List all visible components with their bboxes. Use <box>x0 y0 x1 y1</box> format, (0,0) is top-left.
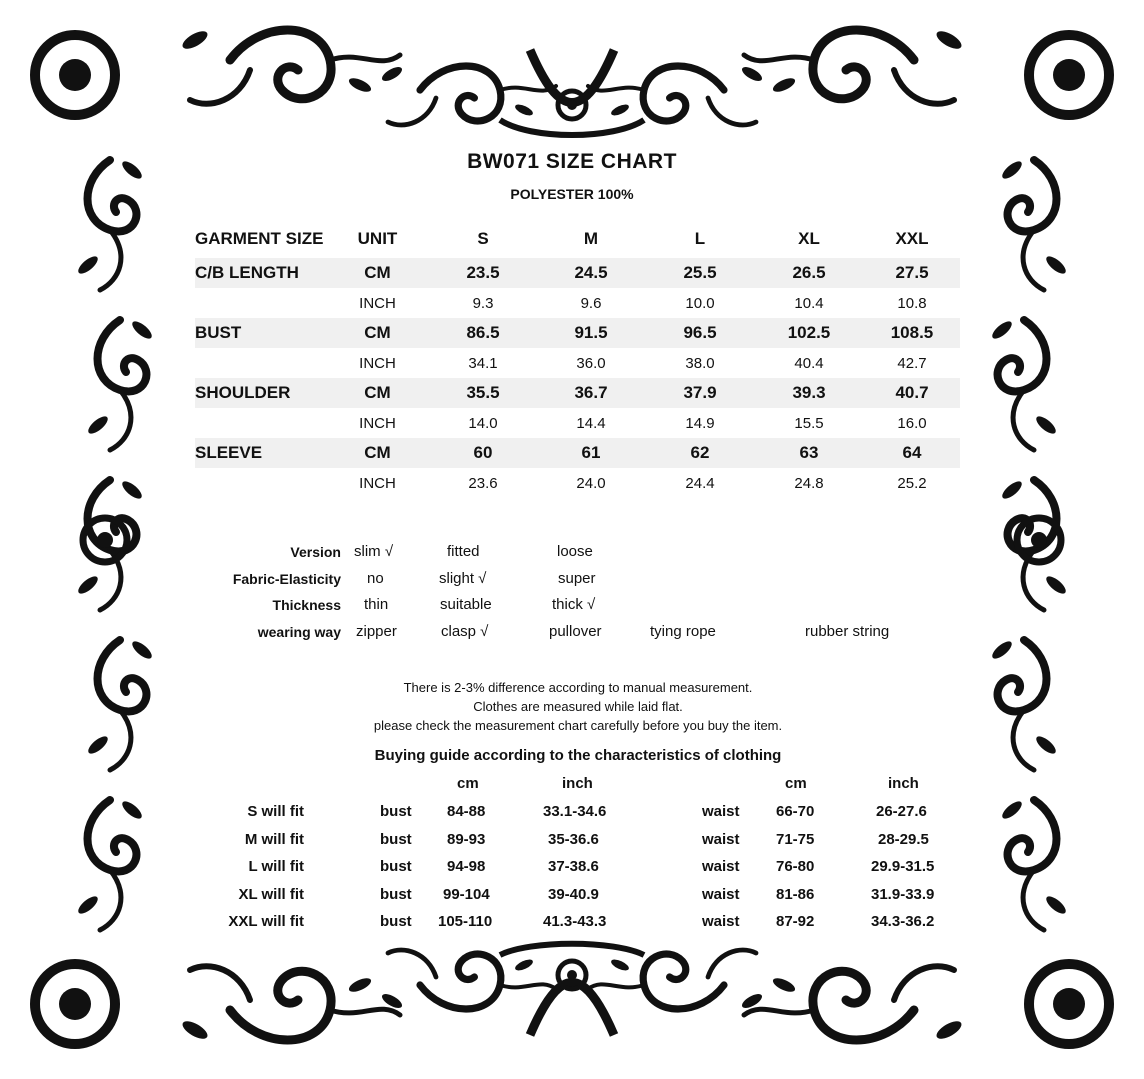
table-row <box>195 468 960 498</box>
header-unit: UNIT <box>357 229 398 248</box>
guide-bust-inch: 39-40.9 <box>548 886 599 903</box>
value-cell: 61 <box>536 438 646 468</box>
value-cell: 40.4 <box>794 354 824 372</box>
value-cell: 35.5 <box>430 378 536 408</box>
value-cell: 14.0 <box>468 414 498 432</box>
attr-option: clasp √ <box>441 623 489 640</box>
value-cell: 10.8 <box>897 294 927 312</box>
guide-bust-cm: 84-88 <box>447 803 486 820</box>
header-size-s: S <box>477 229 489 248</box>
value-cell: 63 <box>754 438 864 468</box>
size-table-header <box>195 222 960 256</box>
table-row <box>195 378 960 408</box>
guide-waist-word: waist <box>702 803 740 820</box>
row-label: SLEEVE <box>195 438 325 468</box>
value-cell: 16.0 <box>897 414 927 432</box>
value-cell: 38.0 <box>685 354 715 372</box>
value-cell: 9.3 <box>472 294 494 312</box>
value-cell: 24.5 <box>536 258 646 288</box>
attr-option: thin <box>364 596 389 613</box>
value-cell: 9.6 <box>580 294 602 312</box>
row-label: BUST <box>195 318 325 348</box>
unit-cell: INCH <box>359 414 396 432</box>
guide-waist-cm: 71-75 <box>776 831 815 848</box>
guide-bust-cm: 94-98 <box>447 858 486 875</box>
value-cell: 10.4 <box>794 294 824 312</box>
attr-label-elasticity: Fabric-Elasticity <box>232 571 341 587</box>
header-size-xl: XL <box>798 229 820 248</box>
row-label: SHOULDER <box>195 378 325 408</box>
guide-col-waist-inch: inch <box>888 775 919 792</box>
unit-cell: CM <box>325 438 430 468</box>
guide-size-label: XXL will fit <box>228 913 304 930</box>
value-cell: 39.3 <box>754 378 864 408</box>
guide-waist-cm: 87-92 <box>776 913 815 930</box>
attr-option: zipper <box>356 623 397 640</box>
value-cell: 24.0 <box>576 474 606 492</box>
guide-col-waist-cm: cm <box>785 775 807 792</box>
guide-waist-word: waist <box>702 913 740 930</box>
guide-bust-cm: 89-93 <box>447 831 486 848</box>
note-laid-flat: Clothes are measured while laid flat. <box>473 699 683 714</box>
value-cell: 60 <box>430 438 536 468</box>
value-cell: 27.5 <box>864 258 960 288</box>
header-garment-size: GARMENT SIZE <box>195 229 324 248</box>
value-cell: 14.4 <box>576 414 606 432</box>
value-cell: 23.5 <box>430 258 536 288</box>
attr-option: thick √ <box>552 596 596 613</box>
attr-option: slim √ <box>354 543 394 560</box>
value-cell: 62 <box>646 438 754 468</box>
table-row <box>195 348 960 378</box>
value-cell: 108.5 <box>864 318 960 348</box>
value-cell: 23.6 <box>468 474 498 492</box>
guide-col-bust-inch: inch <box>562 775 593 792</box>
unit-cell: INCH <box>359 354 396 372</box>
value-cell: 34.1 <box>468 354 498 372</box>
attr-option: loose <box>557 543 593 560</box>
attr-label-thickness: Thickness <box>272 597 341 613</box>
guide-waist-cm: 76-80 <box>776 858 815 875</box>
guide-waist-inch: 26-27.6 <box>876 803 927 820</box>
table-row <box>195 408 960 438</box>
header-size-m: M <box>583 229 599 248</box>
guide-waist-word: waist <box>702 831 740 848</box>
attr-option: no <box>367 570 384 587</box>
guide-bust-inch: 37-38.6 <box>548 858 599 875</box>
guide-waist-inch: 34.3-36.2 <box>871 913 935 930</box>
guide-bust-word: bust <box>380 886 412 903</box>
guide-bust-inch: 33.1-34.6 <box>543 803 607 820</box>
guide-waist-word: waist <box>702 886 740 903</box>
chart-title: BW071 SIZE CHART <box>467 150 677 173</box>
value-cell: 25.5 <box>646 258 754 288</box>
value-cell: 15.5 <box>794 414 824 432</box>
guide-bust-word: bust <box>380 803 412 820</box>
guide-waist-inch: 28-29.5 <box>878 831 929 848</box>
guide-bust-inch: 35-36.6 <box>548 831 599 848</box>
value-cell: 91.5 <box>536 318 646 348</box>
buying-guide-title: Buying guide according to the characteristics of clothing <box>374 747 782 764</box>
guide-size-label: M will fit <box>244 831 304 848</box>
guide-bust-word: bust <box>380 858 412 875</box>
table-row <box>195 438 960 468</box>
row-label: C/B LENGTH <box>195 258 325 288</box>
attr-option: pullover <box>549 623 602 640</box>
unit-cell: INCH <box>359 474 396 492</box>
value-cell: 36.7 <box>536 378 646 408</box>
guide-bust-cm: 105-110 <box>438 913 493 930</box>
value-cell: 24.4 <box>685 474 715 492</box>
guide-waist-word: waist <box>702 858 740 875</box>
value-cell: 96.5 <box>646 318 754 348</box>
value-cell: 26.5 <box>754 258 864 288</box>
table-row <box>195 318 960 348</box>
unit-cell: CM <box>325 378 430 408</box>
header-size-l: L <box>694 229 706 248</box>
attr-option: suitable <box>440 596 492 613</box>
value-cell: 64 <box>864 438 960 468</box>
attr-option: super <box>558 570 596 587</box>
attr-label-wearing-way: wearing way <box>257 624 341 640</box>
value-cell: 37.9 <box>646 378 754 408</box>
value-cell: 86.5 <box>430 318 536 348</box>
value-cell: 36.0 <box>576 354 606 372</box>
value-cell: 25.2 <box>897 474 927 492</box>
table-row <box>195 288 960 318</box>
attr-option: fitted <box>447 543 480 560</box>
attr-option: rubber string <box>805 623 890 640</box>
value-cell: 14.9 <box>685 414 715 432</box>
guide-waist-inch: 31.9-33.9 <box>871 886 935 903</box>
guide-col-bust-cm: cm <box>457 775 479 792</box>
value-cell: 40.7 <box>864 378 960 408</box>
attr-label-version: Version <box>290 544 341 560</box>
guide-waist-cm: 81-86 <box>776 886 815 903</box>
unit-cell: INCH <box>359 294 396 312</box>
value-cell: 42.7 <box>897 354 927 372</box>
table-row <box>195 258 960 288</box>
note-measurement-difference: There is 2-3% difference according to manual measurement. <box>403 680 753 695</box>
unit-cell: CM <box>325 258 430 288</box>
guide-size-label: L will fit <box>248 858 304 875</box>
guide-bust-word: bust <box>380 831 412 848</box>
value-cell: 10.0 <box>685 294 715 312</box>
guide-waist-cm: 66-70 <box>776 803 815 820</box>
guide-bust-cm: 99-104 <box>443 886 490 903</box>
fabric-composition: POLYESTER 100% <box>510 186 634 202</box>
guide-bust-word: bust <box>380 913 412 930</box>
guide-size-label: S will fit <box>247 803 304 820</box>
guide-bust-inch: 41.3-43.3 <box>543 913 607 930</box>
guide-size-label: XL will fit <box>238 886 304 903</box>
value-cell: 24.8 <box>794 474 824 492</box>
note-check-chart: please check the measurement chart carefully before you buy the item. <box>373 718 783 733</box>
value-cell: 102.5 <box>754 318 864 348</box>
guide-waist-inch: 29.9-31.5 <box>871 858 935 875</box>
attr-option: tying rope <box>650 623 716 640</box>
size-table <box>195 222 960 498</box>
unit-cell: CM <box>325 318 430 348</box>
attr-option: slight √ <box>439 570 487 587</box>
header-size-xxl: XXL <box>895 229 929 248</box>
